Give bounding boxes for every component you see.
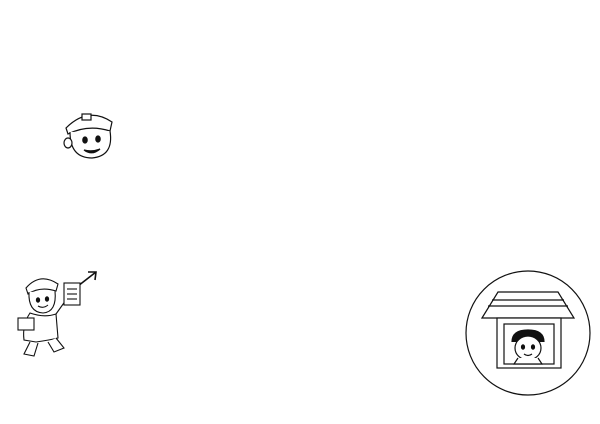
mail-carrier-illustration <box>18 279 80 356</box>
start-arrow-icon <box>78 272 96 286</box>
goal-house-illustration <box>466 271 590 395</box>
mail-carrier-head-illustration <box>64 114 112 158</box>
